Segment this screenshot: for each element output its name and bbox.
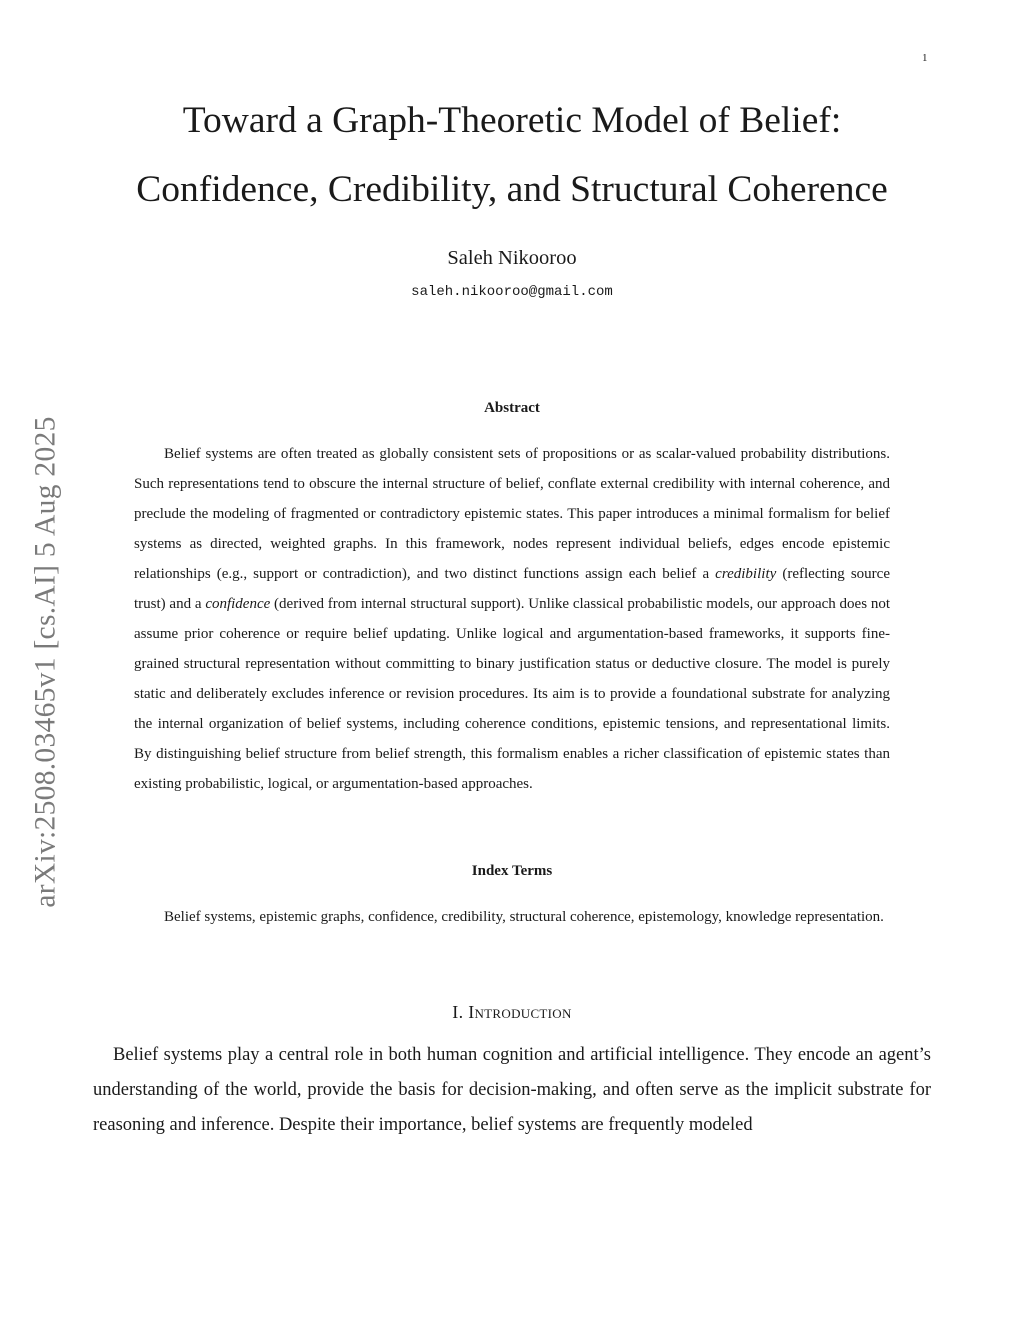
introduction-numeral: I. — [452, 1002, 469, 1022]
author-email: saleh.nikooroo@gmail.com — [411, 284, 613, 300]
abstract-text-part-2: (reflecting source trust) and a — [134, 566, 890, 612]
index-terms-body: Belief systems, epistemic graphs, confidence, credibility, structural coherence, epistemology, knowledge representation. — [164, 909, 884, 925]
paper-title-line-2: Confidence, Credibility, and Structural Coherence — [136, 169, 888, 210]
page-number: 1 — [922, 52, 928, 64]
abstract-text-part-3: (derived from internal structural support). Unlike classical probabilistic models, our approach does not assume prior coherence or require belief updating. Unlike logical and argumentation-based frameworks, it supports fine-grained structural representation without committing to binary justification status or deductive closure. The model is purely static and deliberately excludes inference or revision procedures. Its aim is to provide a foundational substrate for analyzing the internal organization of belief systems, including coherence conditions, epistemic tensions, and representational limits. By distinguishing belief structure from belief strength, this formalism enables a richer classification of epistemic states than existing probabilistic, logical, or argumentation-based approaches. — [134, 596, 890, 792]
introduction-body: Belief systems play a central role in both human cognition and artificial intelligence. They encode an agent’s understanding of the world, provide the basis for decision-making, and often serve as the implicit substrate for reasoning and inference. Despite their importance, belief systems are frequently modeled — [93, 1045, 931, 1135]
introduction-heading — [0, 1002, 1024, 1023]
abstract-text-part-1: Belief systems are often treated as globally consistent sets of propositions or as scalar-valued probability distributions. Such representations tend to obscure the internal structure of belief, conflate external credibility with internal coherence, and preclude the modeling of fragmented or contradictory epistemic states. This paper introduces a minimal formalism for belief systems as directed, weighted graphs. In this framework, nodes represent individual beliefs, edges encode epistemic relationships (e.g., support or contradiction), and two distinct functions assign each belief a — [134, 446, 890, 582]
arxiv-stamp: arXiv:2508.03465v1 [cs.AI] 5 Aug 2025 — [29, 416, 62, 908]
author-name: Saleh Nikooroo — [447, 247, 577, 269]
paper-title-line-1: Toward a Graph-Theoretic Model of Belief: — [182, 100, 842, 141]
abstract-term-credibility: credibility — [715, 566, 777, 582]
abstract-body — [134, 439, 890, 799]
index-terms-heading: Index Terms — [471, 863, 553, 879]
abstract-term-confidence: confidence — [205, 596, 271, 612]
abstract-heading: Abstract — [484, 400, 540, 416]
introduction-title: Introduction — [468, 1002, 572, 1022]
